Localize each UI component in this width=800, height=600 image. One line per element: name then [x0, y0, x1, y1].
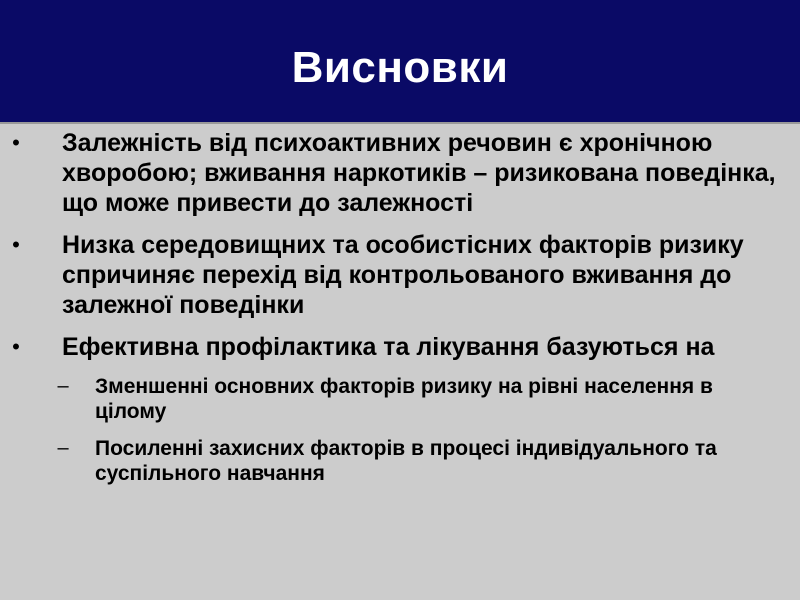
sub-bullet-item-2: [0, 436, 800, 486]
slide-content: [0, 128, 800, 498]
bullet-marker: •: [12, 232, 20, 257]
sub-bullet-text-1: Зменшенні основних факторів ризику на рівні населення в цілому: [95, 375, 713, 423]
slide-title: Висновки: [291, 43, 509, 92]
sub-bullet-item-1: [0, 374, 800, 424]
sub-bullet-text-2: Посиленні захисних факторів в процесі індивідуального та суспільного навчання: [95, 437, 717, 485]
bullet-item-2: [0, 230, 800, 320]
title-bar: [0, 0, 800, 122]
bullet-marker: •: [12, 130, 20, 155]
bullet-marker: •: [12, 334, 20, 359]
bullet-text-1: Залежність від психоактивних речовин є хронічною хворобою; вживання наркотиків – ризикована поведінка, що може привести до залежності: [62, 129, 776, 217]
bullet-text-3: Ефективна профілактика та лікування базуються на: [62, 333, 715, 361]
bullet-item-3: [0, 332, 800, 362]
bullet-text-2: Низка середовищних та особистісних факторів ризику спричиняє перехід від контрольованого вживання до залежної поведінки: [62, 231, 744, 319]
bullet-item-1: [0, 128, 800, 218]
sub-bullet-marker: –: [57, 437, 69, 459]
sub-bullet-marker: –: [57, 375, 69, 397]
title-divider: [0, 122, 800, 124]
